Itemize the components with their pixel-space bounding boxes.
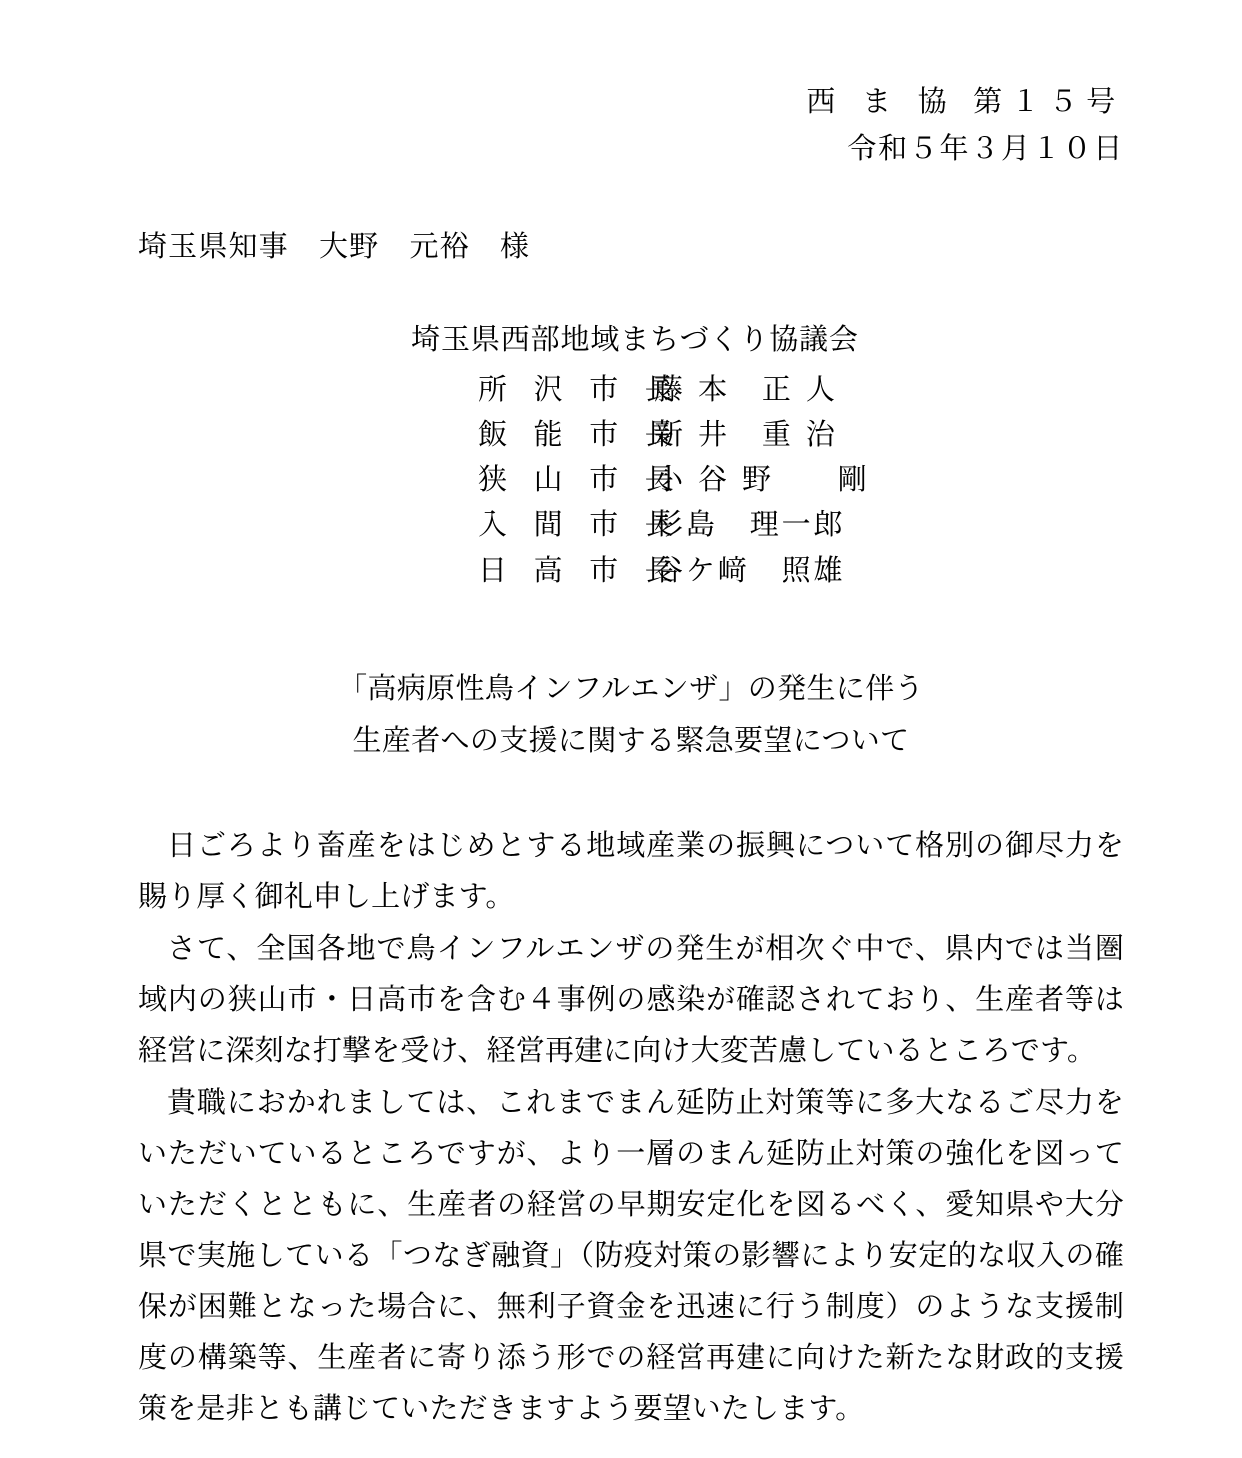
sender-block [138, 317, 1124, 593]
sender-title: 入 間 市 長 [478, 507, 683, 542]
sender-row [138, 502, 1124, 547]
body-paragraph: 貴職におかれましては、これまでまん延防止対策等に多大なるご尽力をいただいているところですが、より一層のまん延防止対策の強化を図っていただくとともに、生産者の経営の早期安定化を図るべく、愛知県や大分県で実施している「つなぎ融資」（防疫対策の影響により安定的な収入の確保が困難となった場合に、無利子資金を迅速に行う制度）のような支援制度の構築等、生産者に寄り添う形での経営再建に向けた新たな財政的支援策を是非とも講じていただきますよう要望いたします。 [138, 1085, 1124, 1426]
sender-organization: 埼玉県西部地域まちづくり協議会 [411, 321, 859, 356]
sender-title: 日 高 市 長 [478, 552, 683, 587]
addressee-line: 埼玉県知事 大野 元裕 様 [138, 228, 531, 263]
document-number: 西 ま 協 第１５号 [806, 84, 1124, 118]
sender-title: 所 沢 市 長 [478, 371, 683, 406]
document-header [138, 78, 1124, 172]
sender-name: 藤 本 正 人 [654, 371, 838, 406]
document-date: 令和５年３月１０日 [847, 130, 1124, 165]
sender-title: 狭 山 市 長 [478, 462, 683, 497]
body-paragraph: 日ごろより畜産をはじめとする地域産業の振興について格別の御尽力を賜り厚く御礼申し上げます。 [138, 828, 1124, 914]
body-paragraph: さて、全国各地で鳥インフルエンザの発生が相次ぐ中で、県内では当圏域内の狭山市・日高市を含む４事例の感染が確認されており、生産者等は経営に深刻な打撃を受け、経営再建に向け大変苦慮しているところです。 [138, 931, 1124, 1068]
subject-line-2: 生産者への支援に関する緊急要望について [352, 722, 910, 757]
sender-row [138, 412, 1124, 457]
subject-line-1: 「高病原性鳥インフルエンザ」の発生に伴う [338, 670, 924, 705]
sender-row [138, 548, 1124, 593]
sender-title: 飯 能 市 長 [478, 416, 683, 451]
sender-name: 新 井 重 治 [654, 416, 838, 451]
sender-name: 谷ケ﨑 照雄 [654, 552, 846, 587]
sender-list [138, 367, 1124, 593]
sender-row [138, 367, 1124, 412]
sender-name: 杉島 理一郎 [654, 507, 846, 542]
sender-row [138, 457, 1124, 502]
document-subject [138, 663, 1124, 766]
document-text [138, 820, 1124, 1434]
sender-name: 小 谷 野 剛 [654, 462, 870, 497]
